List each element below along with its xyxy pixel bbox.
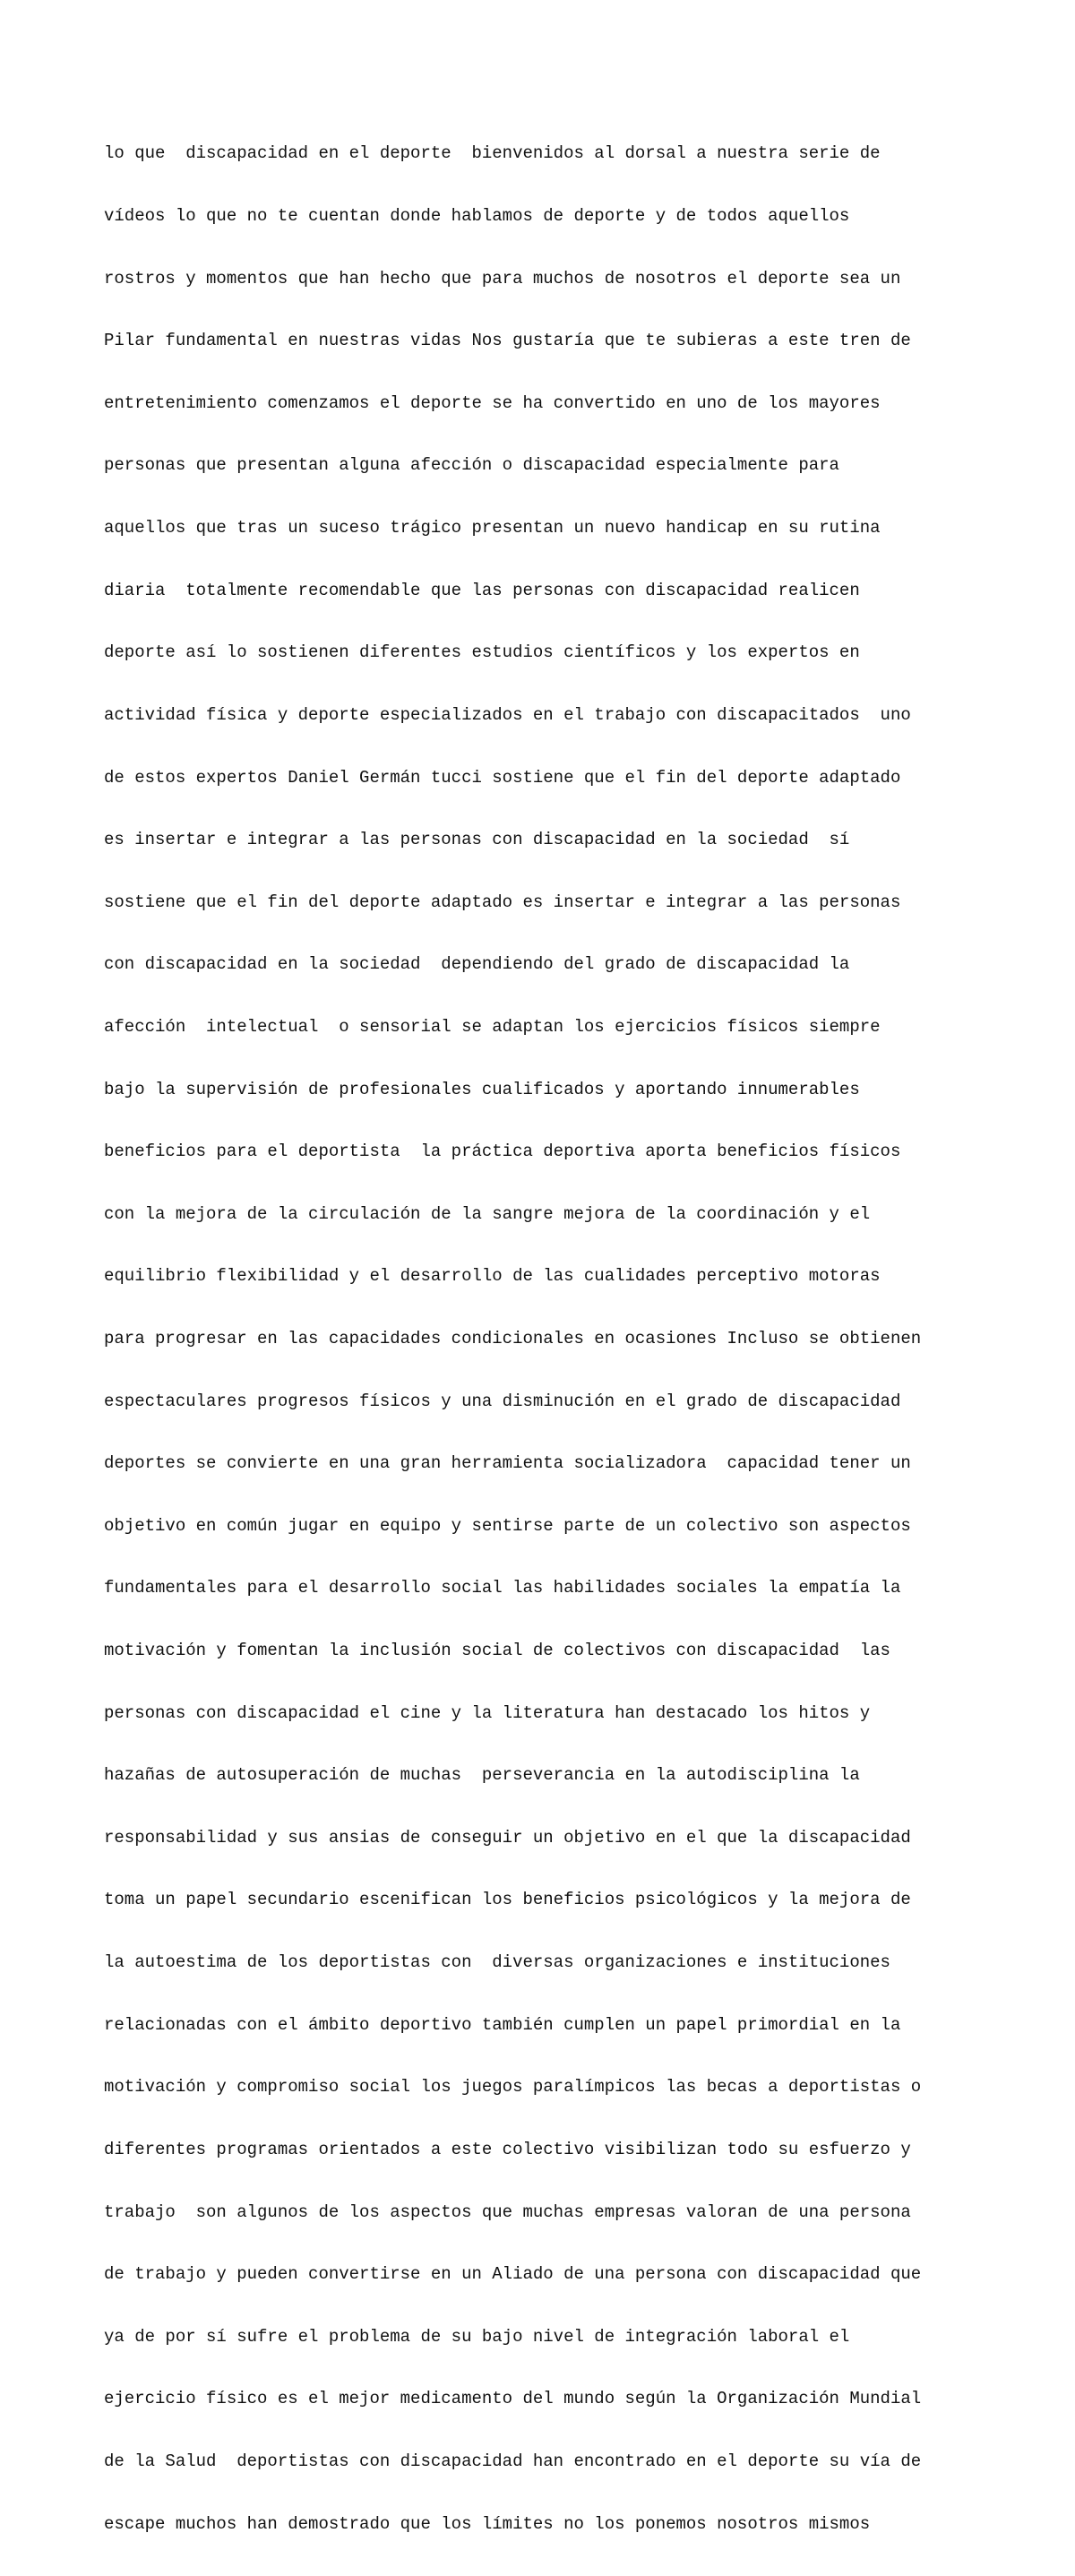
text-line: hazañas de autosuperación de muchas perseverancia en la autodisciplina la (104, 1765, 860, 1786)
text-line: personas con discapacidad el cine y la literatura han destacado los hitos y (104, 1702, 871, 1723)
text-line: de estos expertos Daniel Germán tucci sostiene que el fin del deporte adaptado (104, 767, 901, 788)
text-line: de trabajo y pueden convertirse en un Aliado de una persona con discapacidad que (104, 2264, 922, 2285)
text-line: personas que presentan alguna afección o discapacidad especialmente para (104, 455, 839, 476)
text-line: responsabilidad y sus ansias de conseguir un objetivo en el que la discapacidad (104, 1827, 911, 1848)
text-line: relacionadas con el ámbito deportivo también cumplen un papel primordial en la (104, 2014, 901, 2035)
text-line: ya de por sí sufre el problema de su bajo nivel de integración laboral el (104, 2326, 850, 2347)
text-line: bajo la supervisión de profesionales cualificados y aportando innumerables (104, 1079, 860, 1099)
text-line: beneficios para el deportista la práctica deportiva aporta beneficios físicos (104, 1142, 901, 1162)
text-line: actividad física y deporte especializados en el trabajo con discapacitados uno (104, 704, 911, 725)
text-line: la autoestima de los deportistas con diversas organizaciones e instituciones (104, 1952, 890, 1973)
text-line: con discapacidad en la sociedad dependiendo del grado de discapacidad la (104, 954, 850, 975)
text-line: equilibrio flexibilidad y el desarrollo de las cualidades perceptivo motoras (104, 1266, 881, 1287)
text-line: para progresar en las capacidades condicionales en ocasiones Incluso se obtienen (104, 1328, 922, 1348)
text-line: afección intelectual o sensorial se adaptan los ejercicios físicos siempre (104, 1016, 881, 1037)
text-line: sostiene que el fin del deporte adaptado es insertar e integrar a las personas (104, 892, 901, 912)
text-line: escape muchos han demostrado que los límites no los ponemos nosotros mismos (104, 2513, 871, 2534)
text-line: ejercicio físico es el mejor medicamento del mundo según la Organización Mundial (104, 2389, 922, 2409)
text-line: diferentes programas orientados a este colectivo visibilizan todo su esfuerzo y (104, 2139, 911, 2159)
text-line: motivación y fomentan la inclusión social de colectivos con discapacidad las (104, 1641, 890, 1661)
text-line: diaria totalmente recomendable que las personas con discapacidad realicen (104, 580, 860, 600)
text-line: vídeos lo que no te cuentan donde hablamos de deporte y de todos aquellos (104, 206, 850, 227)
transcript-text (104, 102, 1054, 2576)
text-line: motivación y compromiso social los juegos paralímpicos las becas a deportistas o (104, 2077, 922, 2098)
text-line: toma un papel secundario escenifican los beneficios psicológicos y la mejora de (104, 1890, 911, 1910)
text-line: deporte así lo sostienen diferentes estudios científicos y los expertos en (104, 642, 860, 663)
text-line: trabajo son algunos de los aspectos que muchas empresas valoran de una persona (104, 2201, 911, 2222)
text-line: es insertar e integrar a las personas con discapacidad en la sociedad sí (104, 830, 850, 850)
text-line: deportes se convierte en una gran herramienta socializadora capacidad tener un (104, 1453, 911, 1474)
text-line: de la Salud deportistas con discapacidad han encontrado en el deporte su vía de (104, 2451, 922, 2471)
text-line: fundamentales para el desarrollo social las habilidades sociales la empatía la (104, 1578, 901, 1598)
text-line: entretenimiento comenzamos el deporte se ha convertido en uno de los mayores (104, 392, 881, 413)
text-line: rostros y momentos que han hecho que para muchos de nosotros el deporte sea un (104, 268, 901, 289)
text-line: con la mejora de la circulación de la sangre mejora de la coordinación y el (104, 1203, 871, 1224)
text-line: Pilar fundamental en nuestras vidas Nos gustaría que te subieras a este tren de (104, 331, 911, 351)
text-line: espectaculares progresos físicos y una disminución en el grado de discapacidad (104, 1391, 901, 1411)
text-line: objetivo en común jugar en equipo y sentirse parte de un colectivo son aspectos (104, 1515, 911, 1536)
text-line: lo que discapacidad en el deporte bienvenidos al dorsal a nuestra serie de (104, 143, 881, 164)
text-line: aquellos que tras un suceso trágico presentan un nuevo handicap en su rutina (104, 518, 881, 538)
